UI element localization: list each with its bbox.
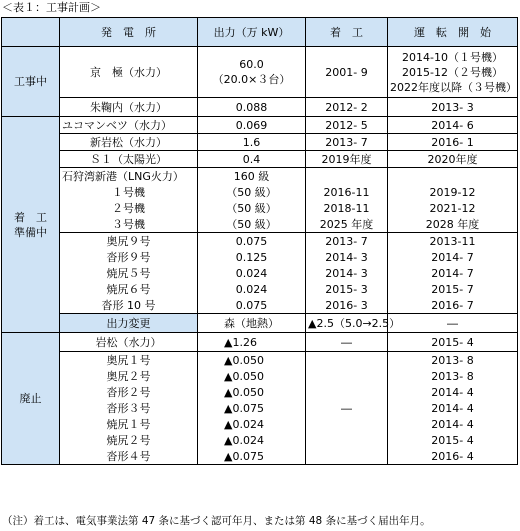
start-cell: ― bbox=[388, 314, 518, 333]
table-row bbox=[2, 168, 518, 185]
output-cell: ▲0.075 bbox=[198, 448, 306, 465]
plant-cell: 沓形 10 号 bbox=[60, 297, 198, 314]
operation-cell bbox=[388, 168, 518, 185]
plant-cell: 奥尻１号 bbox=[60, 352, 198, 369]
output-cell: ▲0.050 bbox=[198, 384, 306, 400]
output-cell: ▲1.26 bbox=[198, 333, 306, 352]
operation-cell: 2021-12 bbox=[388, 200, 518, 216]
start-cell bbox=[306, 368, 388, 384]
operation-cell: 2020年度 bbox=[388, 151, 518, 168]
table-row bbox=[2, 47, 518, 98]
start-cell: 2012- 2 bbox=[306, 98, 388, 117]
group-construction: 工事中 bbox=[2, 47, 60, 117]
table-row bbox=[2, 333, 518, 352]
table-row bbox=[2, 368, 518, 384]
table-row bbox=[2, 233, 518, 250]
start-cell: 2013- 7 bbox=[306, 233, 388, 250]
output-cell: 1.6 bbox=[198, 134, 306, 151]
plant-cell: 石狩湾新港（LNG火力） bbox=[60, 168, 198, 185]
table-row bbox=[2, 281, 518, 297]
table-row bbox=[2, 134, 518, 151]
start-cell bbox=[306, 432, 388, 448]
output-cell: ▲0.024 bbox=[198, 416, 306, 432]
output-cell: 0.088 bbox=[198, 98, 306, 117]
group-label-line: 着 工 bbox=[14, 210, 47, 224]
operation-cell bbox=[388, 47, 518, 98]
output-cell: ▲0.075 bbox=[198, 400, 306, 416]
output-cell: （50 級） bbox=[198, 216, 306, 233]
output-cell: （50 級） bbox=[198, 200, 306, 216]
header-row bbox=[2, 18, 518, 47]
operation-cell: 2028 年度 bbox=[388, 216, 518, 233]
output-cell: 0.024 bbox=[198, 265, 306, 281]
group-output-change: 出力変更 bbox=[60, 314, 198, 333]
output-cell: 0.075 bbox=[198, 233, 306, 250]
table-row bbox=[2, 249, 518, 265]
table-row bbox=[2, 297, 518, 314]
start-cell bbox=[306, 448, 388, 465]
plant-cell: 沓形２号 bbox=[60, 384, 198, 400]
operation-line: 2015-12（２号機） bbox=[402, 65, 503, 79]
header-plant: 発 電 所 bbox=[60, 18, 198, 47]
output-cell: ▲0.050 bbox=[198, 368, 306, 384]
operation-cell: 2019-12 bbox=[388, 184, 518, 200]
operation-cell: 2014- 4 bbox=[388, 416, 518, 432]
start-cell: 2025 年度 bbox=[306, 216, 388, 233]
output-line: 60.0 bbox=[239, 58, 264, 71]
operation-line: 2014-10（１号機） bbox=[402, 50, 503, 64]
plant-cell: Ｓ１（太陽光） bbox=[60, 151, 198, 168]
operation-cell: 2014- 7 bbox=[388, 249, 518, 265]
operation-cell: 2013- 8 bbox=[388, 368, 518, 384]
start-cell: 2014- 3 bbox=[306, 265, 388, 281]
output-cell: 0.024 bbox=[198, 281, 306, 297]
header-output: 出力（万 kW） bbox=[198, 18, 306, 47]
header-group bbox=[2, 18, 60, 47]
table-row bbox=[2, 184, 518, 200]
table-row bbox=[2, 216, 518, 233]
operation-cell: 2013- 8 bbox=[388, 352, 518, 369]
plant-cell: 焼尻２号 bbox=[60, 432, 198, 448]
plant-cell: 奥尻２号 bbox=[60, 368, 198, 384]
plant-cell: 焼尻５号 bbox=[60, 265, 198, 281]
plant-cell: 新岩松（水力） bbox=[60, 134, 198, 151]
plant-cell: ２号機 bbox=[60, 200, 198, 216]
operation-cell: 2013- 3 bbox=[388, 98, 518, 117]
table-row bbox=[2, 265, 518, 281]
start-cell: 2014- 3 bbox=[306, 249, 388, 265]
start-cell: 2019年度 bbox=[306, 151, 388, 168]
plant-cell: 森（地熱） bbox=[198, 314, 306, 333]
table-row bbox=[2, 314, 518, 333]
table-row bbox=[2, 151, 518, 168]
operation-cell: 2014- 6 bbox=[388, 117, 518, 134]
construction-plan-table bbox=[1, 17, 518, 465]
operation-cell: 2015- 4 bbox=[388, 432, 518, 448]
output-cell: 160 級 bbox=[198, 168, 306, 185]
start-cell: ― bbox=[306, 333, 388, 352]
start-cell bbox=[306, 416, 388, 432]
table-row bbox=[2, 384, 518, 400]
start-cell bbox=[306, 352, 388, 369]
operation-line: 2022年度以降（３号機） bbox=[390, 80, 517, 94]
operation-cell: 2016- 1 bbox=[388, 134, 518, 151]
operation-cell: 2015- 7 bbox=[388, 281, 518, 297]
output-cell: ▲0.024 bbox=[198, 432, 306, 448]
plant-cell: 沓形３号 bbox=[60, 400, 198, 416]
table-row bbox=[2, 432, 518, 448]
start-cell: ― bbox=[306, 400, 388, 416]
group-label-line: 準備中 bbox=[14, 225, 47, 239]
plant-cell: 沓形４号 bbox=[60, 448, 198, 465]
start-cell: 2013- 7 bbox=[306, 134, 388, 151]
plant-cell: 焼尻１号 bbox=[60, 416, 198, 432]
group-abolition: 廃止 bbox=[2, 333, 60, 465]
table-row bbox=[2, 400, 518, 416]
plant-cell: １号機 bbox=[60, 184, 198, 200]
start-cell: 2015- 3 bbox=[306, 281, 388, 297]
table-row bbox=[2, 98, 518, 117]
start-cell: 2012- 5 bbox=[306, 117, 388, 134]
output-cell: 0.4 bbox=[198, 151, 306, 168]
footnote: （注）着工は、電気事業法第 47 条に基づく認可年月、または第 48 条に基づく届出年月。 bbox=[2, 515, 431, 527]
output-cell bbox=[198, 47, 306, 98]
start-cell: 2016- 3 bbox=[306, 297, 388, 314]
operation-cell: 2016- 7 bbox=[388, 297, 518, 314]
output-cell: 0.125 bbox=[198, 249, 306, 265]
start-cell: 2018-11 bbox=[306, 200, 388, 216]
plant-cell: 奥尻９号 bbox=[60, 233, 198, 250]
output-cell: 0.075 bbox=[198, 297, 306, 314]
output-line: （20.0×３台） bbox=[212, 73, 291, 86]
operation-cell: 2015- 4 bbox=[388, 333, 518, 352]
output-cell: ▲0.050 bbox=[198, 352, 306, 369]
table-row bbox=[2, 352, 518, 369]
table-row bbox=[2, 416, 518, 432]
operation-cell: 2014- 7 bbox=[388, 265, 518, 281]
table-row bbox=[2, 200, 518, 216]
start-cell bbox=[306, 168, 388, 185]
plant-cell: 京 極（水力） bbox=[60, 47, 198, 98]
start-cell: 2001- 9 bbox=[306, 47, 388, 98]
operation-cell: 2016- 4 bbox=[388, 448, 518, 465]
table-caption: ＜表１：工事計画＞ bbox=[2, 1, 101, 14]
operation-cell: 2014- 4 bbox=[388, 400, 518, 416]
operation-cell: 2013-11 bbox=[388, 233, 518, 250]
plant-cell: 沓形９号 bbox=[60, 249, 198, 265]
operation-cell: 2014- 4 bbox=[388, 384, 518, 400]
plant-cell: 焼尻６号 bbox=[60, 281, 198, 297]
output-cell: （50 級） bbox=[198, 184, 306, 200]
table-row bbox=[2, 117, 518, 134]
output-cell: 0.069 bbox=[198, 117, 306, 134]
table-row bbox=[2, 448, 518, 465]
plant-cell: ３号機 bbox=[60, 216, 198, 233]
header-operation: 運 転 開 始 bbox=[388, 18, 518, 47]
start-cell bbox=[306, 384, 388, 400]
group-preparation bbox=[2, 117, 60, 333]
plant-cell: 朱鞠内（水力） bbox=[60, 98, 198, 117]
plant-cell: ユコマンベツ（水力） bbox=[60, 117, 198, 134]
start-cell: 2016-11 bbox=[306, 184, 388, 200]
plant-cell: 岩松（水力） bbox=[60, 333, 198, 352]
header-start: 着 工 bbox=[306, 18, 388, 47]
output-cell: ▲2.5（5.0→2.5） bbox=[306, 314, 388, 333]
